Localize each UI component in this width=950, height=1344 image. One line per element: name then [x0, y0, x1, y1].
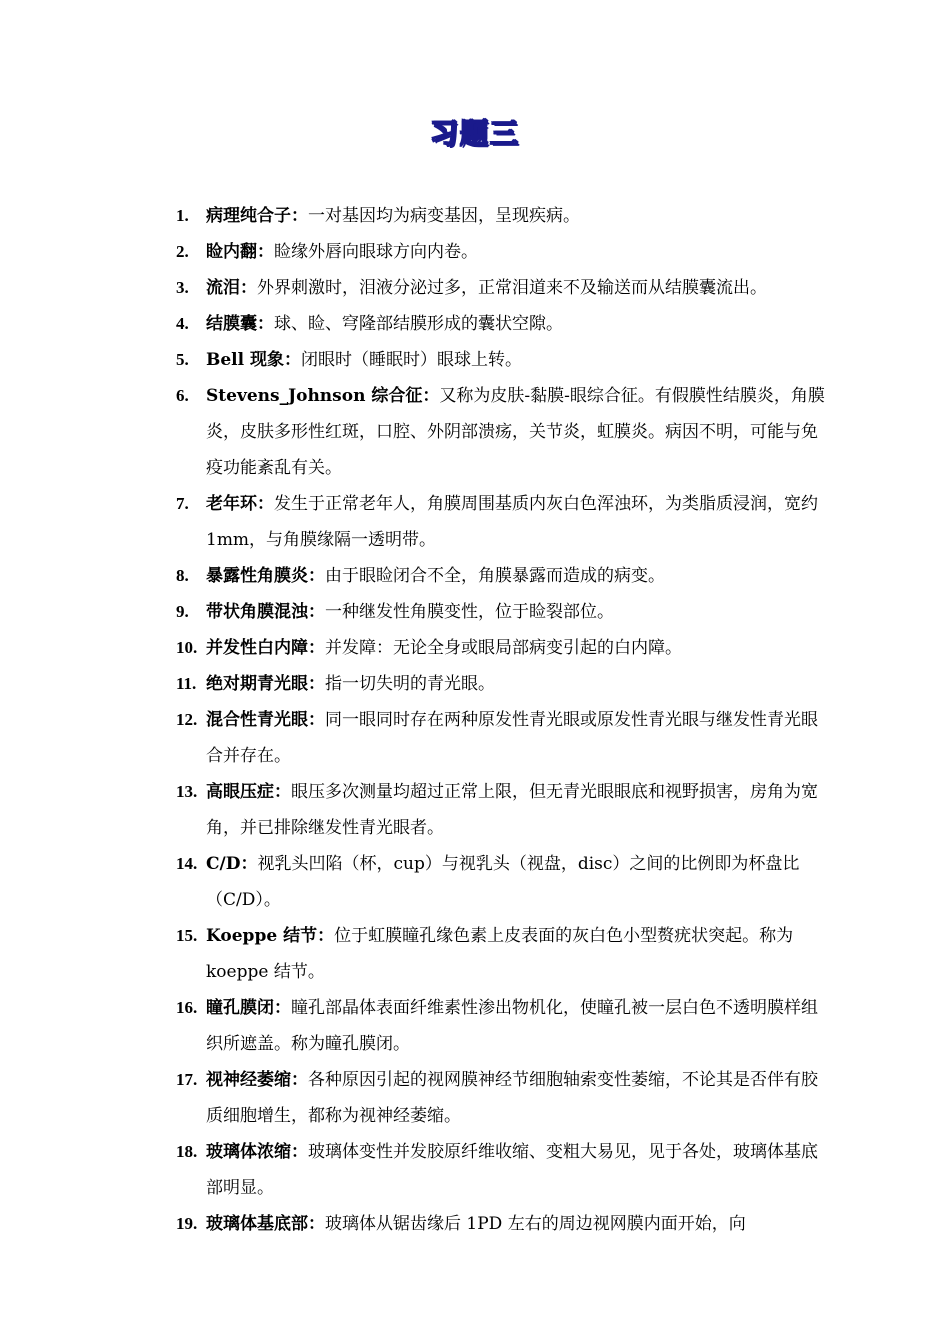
item-number: 16. — [176, 998, 198, 1017]
item-definition: 同一眼同时存在两种原发性青光眼或原发性青光眼与继发性青光眼合并存在。 — [206, 710, 818, 766]
item-term: Bell 现象： — [206, 350, 302, 370]
item-number: 17. — [176, 1070, 198, 1089]
item-term: 玻璃体基底部： — [206, 1214, 325, 1234]
item-definition: 玻璃体从锯齿缘后 1PD 左右的周边视网膜内面开始，向 — [325, 1214, 746, 1234]
list-item — [176, 306, 826, 342]
list-item — [176, 1134, 826, 1206]
list-item — [176, 630, 826, 666]
list-item — [176, 342, 826, 378]
item-definition: 玻璃体变性并发胶原纤维收缩、变粗大易见，见于各处，玻璃体基底部明显。 — [206, 1142, 818, 1198]
list-item — [176, 378, 826, 486]
item-definition: 一种继发性角膜变性，位于睑裂部位。 — [325, 602, 614, 622]
item-term: C/D： — [206, 854, 258, 874]
item-number: 3. — [176, 278, 189, 297]
item-definition: 外界刺激时，泪液分泌过多，正常泪道来不及输送而从结膜囊流出。 — [257, 278, 767, 298]
item-definition: 发生于正常老年人，角膜周围基质内灰白色浑浊环，为类脂质浸润，宽约 1mm，与角膜缘隔一透明带。 — [206, 494, 818, 550]
list-item — [176, 1062, 826, 1134]
item-term: 绝对期青光眼： — [206, 674, 325, 694]
item-number: 12. — [176, 710, 198, 729]
item-number: 5. — [176, 350, 189, 369]
item-definition: 球、睑、穹隆部结膜形成的囊状空隙。 — [274, 314, 563, 334]
list-item — [176, 702, 826, 774]
item-number: 6. — [176, 386, 189, 405]
page-title: 习题三 — [429, 117, 520, 150]
item-definition: 闭眼时（睡眠时）眼球上转。 — [301, 350, 523, 370]
item-number: 9. — [176, 602, 189, 621]
item-number: 2. — [176, 242, 189, 261]
item-term: 流泪： — [206, 278, 257, 298]
list-item — [176, 774, 826, 846]
item-term: 并发性白内障： — [206, 638, 325, 658]
list-item — [176, 1206, 826, 1242]
list-item — [176, 558, 826, 594]
item-definition: 由于眼睑闭合不全，角膜暴露而造成的病变。 — [325, 566, 665, 586]
item-number: 1. — [176, 206, 189, 225]
list-item — [176, 990, 826, 1062]
item-term: Koeppe 结节： — [206, 926, 335, 946]
item-term: 高眼压症： — [206, 782, 291, 802]
item-number: 14. — [176, 854, 198, 873]
item-term: 瞳孔膜闭： — [206, 998, 291, 1018]
item-term: 病理纯合子： — [206, 206, 308, 226]
item-definition: 一对基因均为病变基因，呈现疾病。 — [308, 206, 580, 226]
item-definition: 并发障：无论全身或眼局部病变引起的白内障。 — [325, 638, 682, 658]
list-item — [176, 486, 826, 558]
item-number: 18. — [176, 1142, 198, 1161]
item-number: 8. — [176, 566, 189, 585]
item-term: 暴露性角膜炎： — [206, 566, 325, 586]
item-definition: 睑缘外唇向眼球方向内卷。 — [274, 242, 478, 262]
item-definition: 视乳头凹陷（杯，cup）与视乳头（视盘，disc）之间的比例即为杯盘比（C/D）。 — [206, 854, 800, 910]
item-term: 睑内翻： — [206, 242, 274, 262]
item-definition: 位于虹膜瞳孔缘色素上皮表面的灰白色小型赘疣状突起。称为 koeppe 结节。 — [206, 926, 794, 982]
item-term: 老年环： — [206, 494, 274, 514]
glossary-list — [176, 198, 826, 1242]
item-number: 19. — [176, 1214, 198, 1233]
list-item — [176, 270, 826, 306]
list-item — [176, 594, 826, 630]
list-item — [176, 846, 826, 918]
item-number: 13. — [176, 782, 198, 801]
item-definition: 瞳孔部晶体表面纤维素性渗出物机化，使瞳孔被一层白色不透明膜样组织所遮盖。称为瞳孔膜闭。 — [206, 998, 818, 1054]
item-number: 4. — [176, 314, 189, 333]
item-term: Stevens_Johnson 综合征： — [206, 386, 440, 406]
item-number: 15. — [176, 926, 198, 945]
list-item — [176, 918, 826, 990]
item-term: 结膜囊： — [206, 314, 274, 334]
item-definition: 指一切失明的青光眼。 — [325, 674, 495, 694]
list-item — [176, 666, 826, 702]
item-definition: 眼压多次测量均超过正常上限，但无青光眼眼底和视野损害，房角为宽角，并已排除继发性青光眼者。 — [206, 782, 818, 838]
item-number: 11. — [176, 674, 197, 693]
item-definition: 又称为皮肤-黏膜-眼综合征。有假膜性结膜炎，角膜炎，皮肤多形性红斑，口腔、外阴部溃疡，关节炎，虹膜炎。病因不明，可能与免疫功能紊乱有关。 — [206, 386, 825, 478]
item-number: 10. — [176, 638, 198, 657]
list-item — [176, 198, 826, 234]
item-definition: 各种原因引起的视网膜神经节细胞轴索变性萎缩，不论其是否伴有胶质细胞增生，都称为视神经萎缩。 — [206, 1070, 818, 1126]
item-term: 混合性青光眼： — [206, 710, 325, 730]
item-number: 7. — [176, 494, 189, 513]
item-term: 带状角膜混浊： — [206, 602, 325, 622]
list-item — [176, 234, 826, 270]
item-term: 玻璃体浓缩： — [206, 1142, 308, 1162]
item-term: 视神经萎缩： — [206, 1070, 308, 1090]
